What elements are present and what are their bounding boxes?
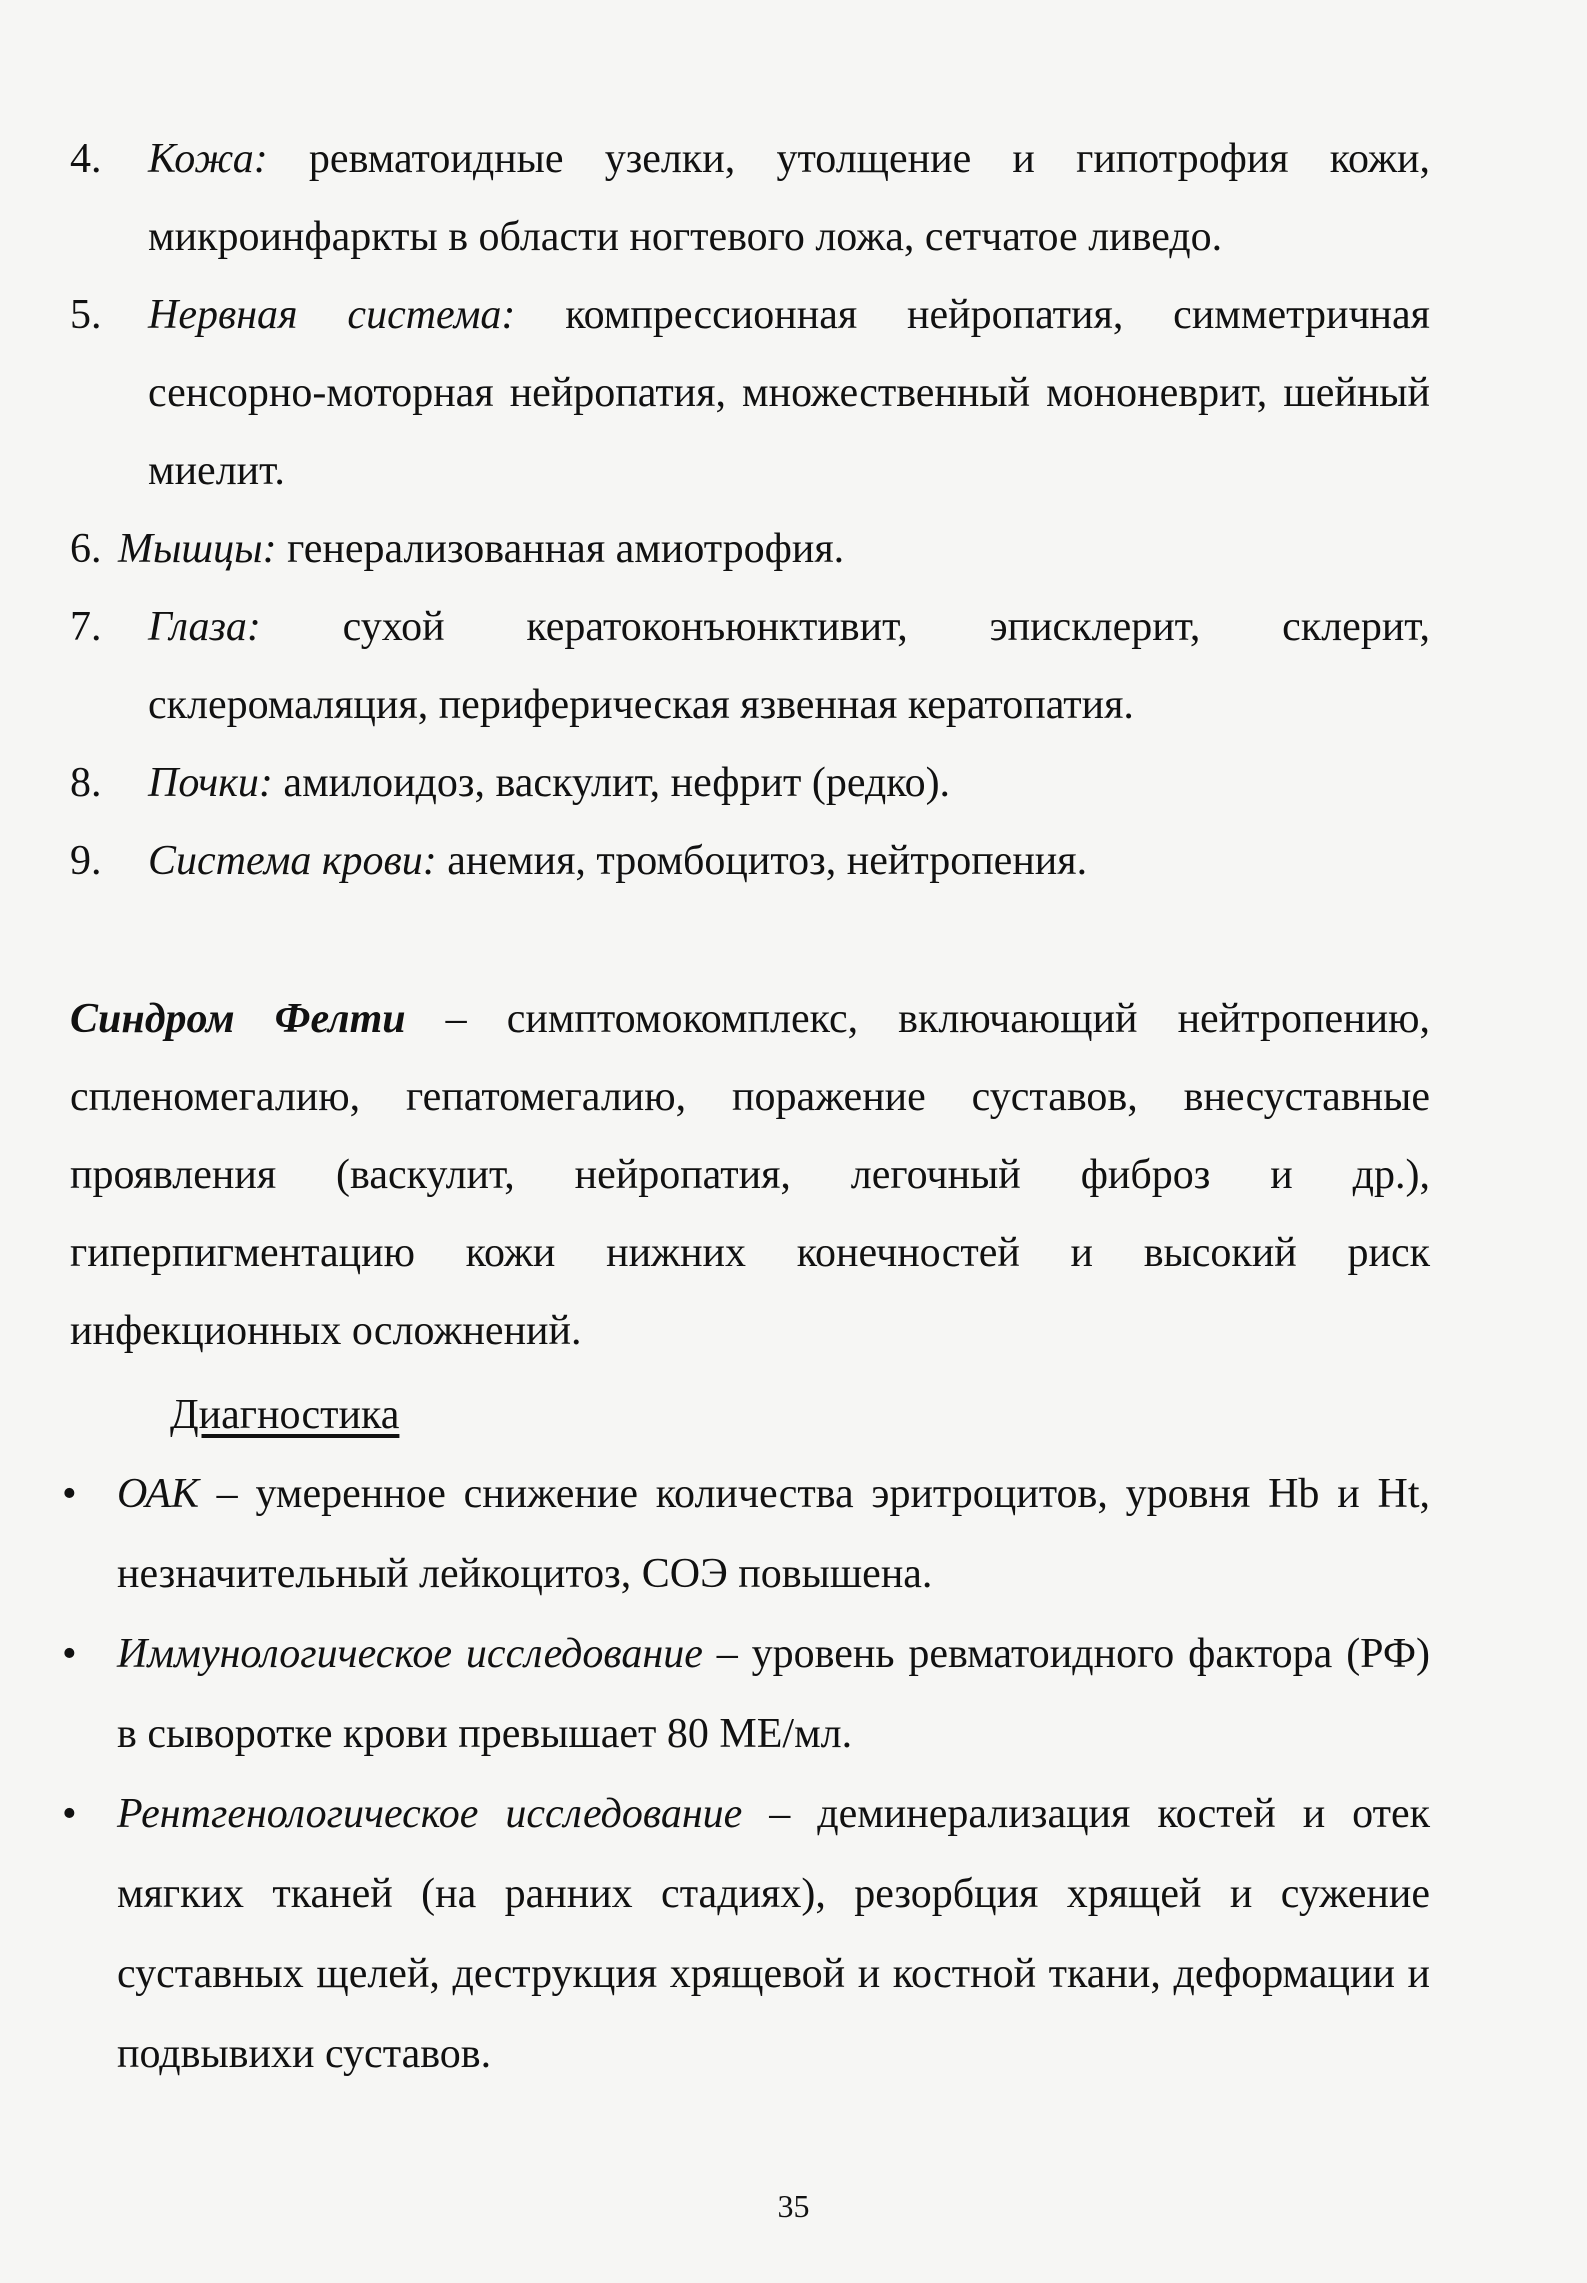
list-text: компрессионная нейропатия, симметричная сенсорно-моторная нейропатия, множественный мононеврит, шейный миелит. <box>148 292 1430 494</box>
diagnostics-heading: Диагностика <box>170 1392 400 1438</box>
list-text: амилоидоз, васкулит, нефрит (редко). <box>272 760 951 806</box>
list-term: Мышцы: <box>118 526 277 572</box>
diagnostics-item-immunology <box>62 1614 1430 1774</box>
felty-syndrome-paragraph <box>70 980 1430 1370</box>
diagnostics-text: – умеренное снижение количества эритроцитов, уровня Hb и Ht, незначительный лейкоцитоз, СОЭ повышена. <box>117 1471 1430 1597</box>
list-term: Система крови: <box>148 838 437 884</box>
list-item-eyes <box>70 588 1430 744</box>
bullet-icon: • <box>62 1471 77 1517</box>
list-term: Кожа: <box>148 136 268 182</box>
list-item-blood-system <box>70 822 1430 900</box>
list-number: 5. <box>70 292 102 338</box>
page-number: 35 <box>777 2188 810 2224</box>
diagnostics-item-radiology <box>62 1774 1430 2094</box>
list-term: Нервная система: <box>148 292 516 338</box>
diagnostics-text: – деминерализация костей и отек мягких тканей (на ранних стадиях), резорбция хрящей и сужение суставных щелей, деструкция хрящевой и костной ткани, деформации и подвывихи суставов. <box>117 1791 1430 2077</box>
diagnostics-item-cbc <box>62 1454 1430 1614</box>
felty-term: Синдром Фелти <box>70 996 406 1042</box>
list-item-nervous-system <box>70 276 1430 510</box>
list-term: Глаза: <box>148 604 261 650</box>
bullet-icon: • <box>62 1631 77 1677</box>
list-text: ревматоидные узелки, утолщение и гипотрофия кожи, микроинфаркты в области ногтевого ложа, сетчатое ливедо. <box>148 136 1430 260</box>
list-text: генерализованная амиотрофия. <box>276 526 845 572</box>
bullet-icon: • <box>62 1791 77 1837</box>
list-term: Почки: <box>148 760 273 806</box>
list-item-muscles <box>70 510 1430 588</box>
list-text: сухой кератоконъюнктивит, эписклерит, склерит, склеромаляция, периферическая язвенная кератопатия. <box>148 604 1430 728</box>
diagnostics-term: Иммунологическое исследование <box>117 1631 703 1677</box>
diagnostics-term: Рентгенологическое исследование <box>117 1791 743 1837</box>
list-number: 4. <box>70 136 102 182</box>
list-number: 7. <box>70 604 102 650</box>
list-number: 9. <box>70 838 102 884</box>
list-number: 8. <box>70 760 102 806</box>
diagnostics-term: ОАК <box>117 1471 199 1517</box>
list-number: 6. <box>70 526 102 572</box>
list-text: анемия, тромбоцитоз, нейтропения. <box>436 838 1088 884</box>
list-item-kidneys <box>70 744 1430 822</box>
felty-text: – симптомокомплекс, включающий нейтропению, спленомегалию, гепатомегалию, поражение суставов, внесуставные проявления (васкулит, нейропатия, легочный фиброз и др.), гиперпигментацию кожи нижних конечностей и высокий риск инфекционных осложнений. <box>70 996 1430 1354</box>
diagnostics-text: – уровень ревматоидного фактора (РФ) в сыворотке крови превышает 80 МЕ/мл. <box>117 1631 1430 1757</box>
list-item-skin <box>70 120 1430 276</box>
